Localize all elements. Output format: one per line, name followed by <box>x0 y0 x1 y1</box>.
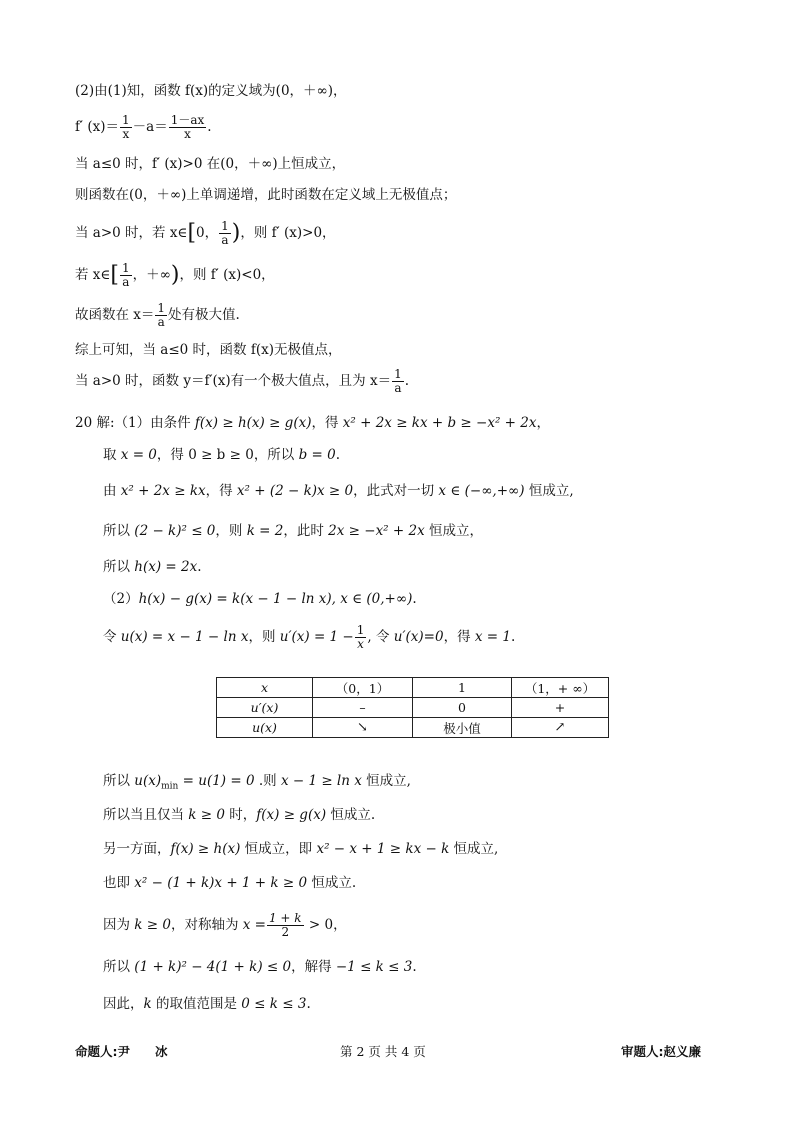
table-cell: （0，1） <box>313 678 413 698</box>
line-5: 当 a>0 时，若 x∈[0， $\frac{1}{a}$ )，则 f′ (x)>0， <box>75 219 336 247</box>
line-2: f′ (x)＝ $\frac{1}{x}$ －a＝ $\frac{1-ax}{x}$ . <box>75 113 212 141</box>
table-cell: 极小值 <box>413 718 512 738</box>
decrease-arrow-icon: ↘ <box>313 718 413 738</box>
footer-author: 命题人:尹 冰 <box>75 1044 168 1059</box>
table-cell: （1，+ ∞） <box>512 678 609 698</box>
table-cell: – <box>313 698 413 718</box>
table-cell: x <box>217 678 313 698</box>
line-7: 故函数在 x＝ $\frac{1}{a}$ 处有极大值. <box>75 301 240 329</box>
table-cell: + <box>512 698 609 718</box>
line-15: （2）h(x) − g(x) = k(x − 1 − ln x), x ∈ (0,+∞). <box>103 591 417 607</box>
line-21: 因为 k ≥ 0，对称轴为 x = $\frac{1 + k}{2}$ > 0， <box>103 911 347 939</box>
line-12: 由 x² + 2x ≥ kx，得 x² + (2 − k)x ≥ 0，此式对一切 x ∈ (−∞,+∞) 恒成立, <box>103 483 574 499</box>
line-9: 当 a>0 时，函数 y＝f′(x)有一个极大值点，且为 x＝ $\frac{1}{a}$ . <box>75 367 410 395</box>
increase-arrow-icon: ↗ <box>512 718 609 738</box>
variation-table <box>216 677 609 738</box>
table-cell: 1 <box>413 678 512 698</box>
line-6: 若 x∈[ $\frac{1}{a}$ ，＋∞)，则 f′ (x)<0， <box>75 261 275 289</box>
table-cell: u(x) <box>217 718 313 738</box>
line-22: 所以 (1 + k)² − 4(1 + k) ≤ 0，解得 −1 ≤ k ≤ 3. <box>103 959 417 975</box>
footer-reviewer: 审题人:赵义廉 <box>621 1044 701 1059</box>
line-17: 所以 $u(x)_{min} = u(1) = 0$ .则 x − 1 ≥ ln x 恒成立, <box>103 773 411 792</box>
line-19: 另一方面，f(x) ≥ h(x) 恒成立，即 x² − x + 1 ≥ kx − k 恒成立, <box>103 841 499 857</box>
line-16: 令 u(x) = x − 1 − ln x，则 u′(x) = 1 − $\frac{1}{x}$ , 令 u′(x)=0，得 x = 1. <box>103 623 516 651</box>
table-cell: 0 <box>413 698 512 718</box>
line-4: 则函数在(0，＋∞)上单调递增，此时函数在定义域上无极值点； <box>75 187 457 203</box>
table-cell: u′(x) <box>217 698 313 718</box>
table-row <box>217 718 609 738</box>
line-11: 取 x = 0，得 0 ≥ b ≥ 0，所以 b = 0. <box>103 447 341 463</box>
line-8: 综上可知，当 a≤0 时，函数 f(x)无极值点， <box>75 342 342 358</box>
table-row <box>217 698 609 718</box>
line-14: 所以 h(x) = 2x. <box>103 559 202 575</box>
line-13: 所以 (2 − k)² ≤ 0，则 k = 2，此时 2x ≥ −x² + 2x 恒成立， <box>103 523 483 539</box>
line-3: 当 a≤0 时，f′ (x)>0 在(0，＋∞)上恒成立， <box>75 156 346 172</box>
line-20: 也即 x² − (1 + k)x + 1 + k ≥ 0 恒成立. <box>103 875 357 891</box>
line-10: 20 解:（1）由条件 f(x) ≥ h(x) ≥ g(x)，得 x² + 2x ≥ kx + b ≥ −x² + 2x， <box>75 415 550 431</box>
table-row <box>217 678 609 698</box>
footer-page-number: 第 2 页 共 4 页 <box>340 1044 426 1059</box>
line-1: (2)由(1)知，函数 f(x)的定义域为(0，＋∞)， <box>75 83 347 99</box>
line-23: 因此，k 的取值范围是 0 ≤ k ≤ 3. <box>103 996 311 1012</box>
line-18: 所以当且仅当 k ≥ 0 时，f(x) ≥ g(x) 恒成立. <box>103 807 376 823</box>
